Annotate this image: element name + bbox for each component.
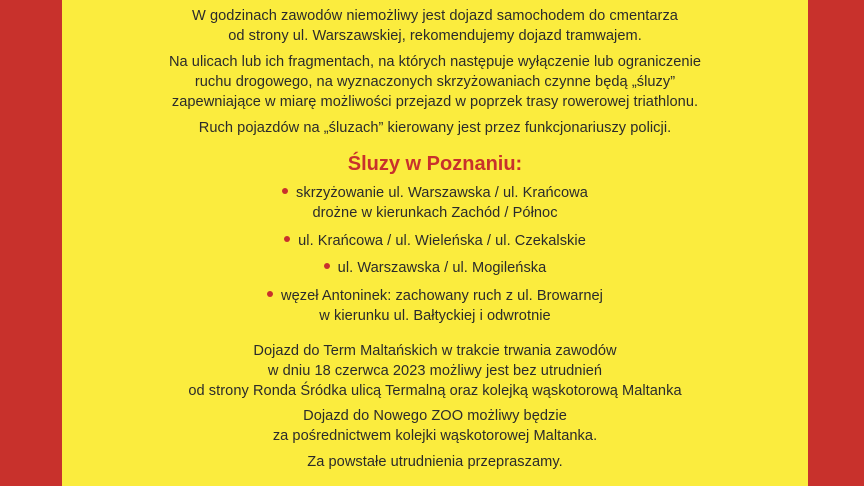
text-line: Dojazd do Term Maltańskich w trakcie trwania zawodów [253, 343, 617, 359]
lock-text: węzeł Antoninek: zachowany ruch z ul. Browarnej [281, 288, 603, 304]
text-line: ruchu drogowego, na wyznaczonych skrzyżowaniach czynne będą „śluzy” [194, 74, 676, 90]
bullet-dot-icon [324, 263, 330, 269]
text-line: od strony ul. Warszawskiej, rekomendujemy dojazd tramwajem. [228, 28, 642, 44]
text-line: zapewniające w miarę możliwości przejazd w poprzek trasy rowerowej triathlonu. [171, 94, 699, 110]
lock-text: skrzyżowanie ul. Warszawska / ul. Krańcowa [296, 185, 588, 201]
paragraph-police-control [62, 118, 808, 138]
text-line: Ruch pojazdów na „śluzach” kierowany jest przez funkcjonariuszy policji. [198, 120, 672, 136]
text-line: Na ulicach lub ich fragmentach, na których następuje wyłączenie lub ograniczenie [168, 54, 702, 70]
paragraph-zoo [62, 406, 808, 446]
text-line: Za powstałe utrudnienia przepraszamy. [307, 454, 563, 470]
lock-line [62, 231, 808, 251]
bullet-dot-icon [267, 291, 273, 297]
text-line: W godzinach zawodów niemożliwy jest dojazd samochodem do cmentarza [192, 8, 678, 24]
lock-text: ul. Krańcowa / ul. Wieleńska / ul. Czekalskie [298, 233, 586, 249]
notice-panel [62, 0, 808, 486]
bullet-dot-icon [282, 188, 288, 194]
paragraph-locks-info [62, 52, 808, 112]
lock-item-4 [62, 286, 808, 326]
bullet-dot-icon [284, 236, 290, 242]
text-line: od strony Ronda Śródka ulicą Termalną oraz kolejką wąskotorową Maltanka [188, 383, 682, 399]
text-line: za pośrednictwem kolejki wąskotorowej Maltanka. [272, 428, 598, 444]
locks-heading: Śluzy w Poznaniu: [347, 153, 523, 175]
lock-line [62, 258, 808, 278]
lock-text: ul. Warszawska / ul. Mogileńska [337, 260, 547, 276]
paragraph-no-car-access [62, 6, 808, 46]
lock-line: w kierunku ul. Bałtyckiej i odwrotnie [319, 308, 551, 324]
paragraph-thermal-baths [62, 341, 808, 401]
text-line: w dniu 18 czerwca 2023 możliwy jest bez utrudnień [267, 363, 603, 379]
lock-line [62, 286, 808, 306]
lock-item-3 [62, 258, 808, 278]
text-line: Dojazd do Nowego ZOO możliwy będzie [303, 408, 567, 424]
lock-item-2 [62, 231, 808, 251]
lock-line [62, 183, 808, 203]
lock-line: drożne w kierunkach Zachód / Północ [312, 205, 558, 221]
lock-item-1 [62, 183, 808, 223]
paragraph-apology [62, 452, 808, 472]
